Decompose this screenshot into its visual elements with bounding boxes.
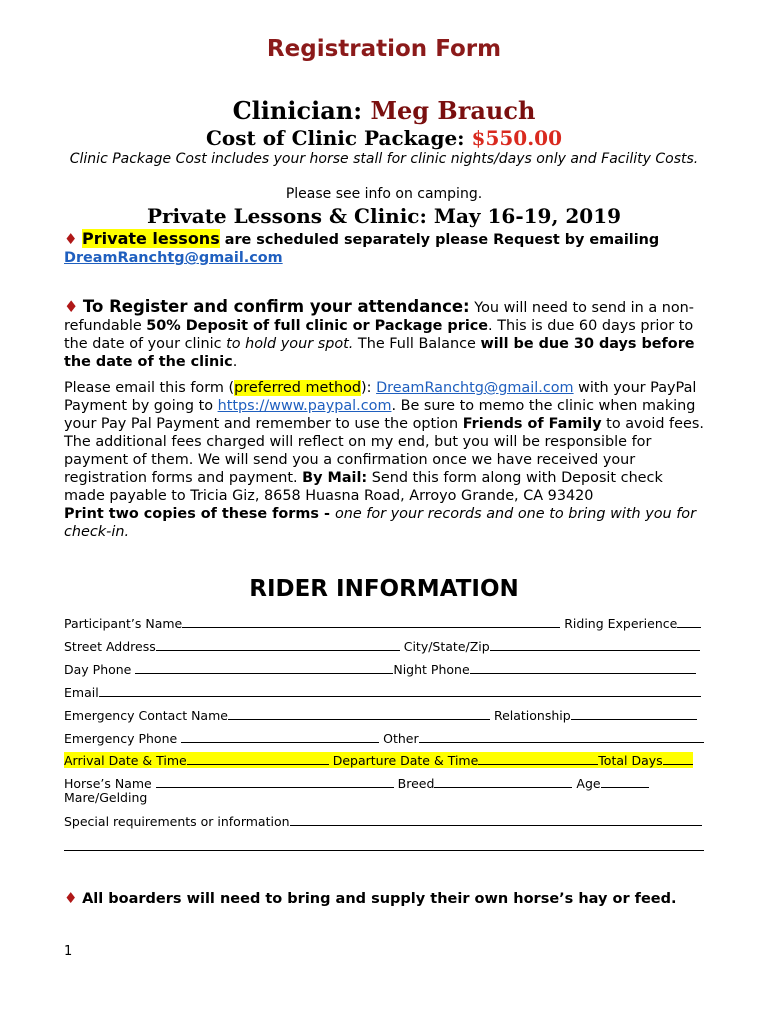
email-row: [64, 684, 704, 700]
night-phone-label: Night Phone: [393, 662, 470, 677]
clinic-dates: Private Lessons & Clinic: May 16-19, 2019: [146, 204, 622, 228]
relationship-field[interactable]: [571, 707, 697, 720]
emergency-contact-label: Emergency Contact Name: [64, 708, 228, 723]
day-phone-label: Day Phone: [64, 662, 136, 677]
participant-row: [64, 615, 704, 631]
departure-date-label: Departure Date & Time: [328, 753, 479, 768]
email-link[interactable]: DreamRanchtg@gmail.com: [376, 380, 574, 396]
cost-line: [64, 126, 704, 150]
private-lessons-paragraph: [64, 230, 704, 267]
register-text: You will need to send in a non-refundable: [64, 300, 694, 334]
breed-label: Breed: [393, 776, 435, 791]
email-para-text: Please email this form (: [64, 380, 235, 396]
mare-gelding-label: Mare/Gelding: [64, 790, 148, 805]
diamond-icon: ♦: [64, 889, 78, 907]
age-field[interactable]: [601, 775, 649, 788]
clinician-name: Meg Brauch: [370, 96, 536, 125]
hold-spot-text: to hold your spot.: [226, 336, 354, 352]
emergency-phone-field[interactable]: [181, 730, 379, 743]
relationship-label: Relationship: [489, 708, 571, 723]
emergency-phone-label: Emergency Phone: [64, 731, 182, 746]
street-address-field[interactable]: [156, 638, 400, 651]
cost-label: Cost of Clinic Package:: [206, 126, 472, 150]
camping-note: Please see info on camping.: [285, 186, 483, 202]
print-copies-text: Print two copies of these forms: [64, 506, 319, 522]
other-field[interactable]: [419, 730, 704, 743]
print-copies-note: one for your records and one to bring with you for check-in.: [64, 506, 697, 540]
email-field[interactable]: [99, 684, 701, 697]
paypal-link[interactable]: https://www.paypal.com: [217, 398, 392, 414]
horse-name-label: Horse’s Name: [64, 776, 156, 791]
page-number: 1: [64, 944, 73, 959]
boarders-note: [64, 889, 704, 908]
clinician-line: [64, 96, 704, 125]
diamond-icon: ♦: [64, 230, 78, 248]
register-paragraph: [64, 298, 704, 371]
day-phone-field[interactable]: [135, 661, 393, 674]
print-dash: -: [318, 506, 335, 522]
age-label: Age: [572, 776, 601, 791]
horse-name-field[interactable]: [156, 775, 394, 788]
riding-experience-field[interactable]: [677, 615, 701, 628]
email-para-text: to avoid fees. The additional fees charged will reflect on my end, but you will be responsible for payment of them. We will send you a confirmation once we have received your registration forms and payment.: [64, 416, 704, 486]
private-lessons-text: are scheduled separately please Request by emailing: [219, 232, 660, 248]
participant-name-field[interactable]: [182, 615, 560, 628]
register-text: .: [232, 354, 238, 370]
email-link[interactable]: DreamRanchtg@gmail.com: [64, 250, 283, 266]
special-requirements-label: Special requirements or information: [64, 814, 290, 829]
email-para-text: . Be sure to memo the clinic when making your Pay Pal Payment and remember to use the option: [64, 398, 696, 432]
email-para-text: Send this form along with Deposit check made payable to Tricia Giz, 8658 Huasna Road, Arroyo Grande, CA 93420: [64, 470, 663, 504]
breed-field[interactable]: [434, 775, 572, 788]
email-para-text: ):: [361, 380, 377, 396]
email-paragraph: [64, 379, 704, 541]
register-heading: To Register and confirm your attendance:: [82, 297, 470, 316]
balance-due-text: will be due 30 days before the date of the clinic: [64, 336, 695, 370]
arrival-date-field[interactable]: [187, 752, 329, 765]
participant-name-label: Participant’s Name: [64, 616, 183, 631]
boarders-text: All boarders will need to bring and supply their own horse’s hay or feed.: [82, 891, 677, 907]
diamond-icon: ♦: [64, 297, 79, 316]
night-phone-field[interactable]: [470, 661, 696, 674]
phone-row: [64, 661, 704, 677]
street-address-label: Street Address: [64, 639, 156, 654]
riding-experience-label: Riding Experience: [560, 616, 678, 631]
other-label: Other: [379, 731, 419, 746]
friends-family-text: Friends of Family: [462, 416, 602, 432]
city-state-zip-label: City/State/Zip: [399, 639, 490, 654]
deposit-text: 50% Deposit of full clinic or Package price: [146, 318, 489, 334]
address-row: [64, 638, 704, 654]
by-mail-text: By Mail:: [302, 470, 368, 486]
mare-gelding-row: [64, 790, 704, 806]
arrival-date-label: Arrival Date & Time: [64, 753, 187, 768]
city-state-zip-field[interactable]: [490, 638, 700, 651]
emergency-contact-field[interactable]: [228, 707, 490, 720]
email-para-text: with your PayPal Payment by going to: [64, 380, 697, 414]
cost-note: Clinic Package Cost includes your horse stall for clinic nights/days only and Facility Costs.: [69, 151, 699, 167]
private-lessons-lead: Private lessons: [82, 229, 220, 248]
horse-row: [64, 775, 704, 791]
arrival-departure-row: [64, 752, 704, 768]
total-days-label: Total Days: [598, 753, 663, 768]
clinician-label: Clinician:: [232, 96, 371, 125]
emergency-contact-row: [64, 707, 704, 723]
rider-information-heading: RIDER INFORMATION: [249, 576, 519, 602]
preferred-method-highlight: preferred method: [234, 380, 362, 396]
departure-date-field[interactable]: [478, 752, 598, 765]
register-text: . This is due 60 days prior to the date of your clinic: [64, 318, 694, 352]
emergency-phone-row: [64, 730, 704, 746]
page-title: Registration Form: [266, 36, 502, 62]
arrival-departure-highlight: [64, 752, 693, 768]
cost-value: $550.00: [471, 126, 562, 150]
special-requirements-field[interactable]: [290, 813, 702, 826]
special-requirements-extra-line[interactable]: [64, 850, 704, 851]
total-days-field[interactable]: [663, 752, 693, 765]
special-requirements-row: [64, 813, 704, 829]
email-label: Email: [64, 685, 99, 700]
register-text: The Full Balance: [353, 336, 481, 352]
